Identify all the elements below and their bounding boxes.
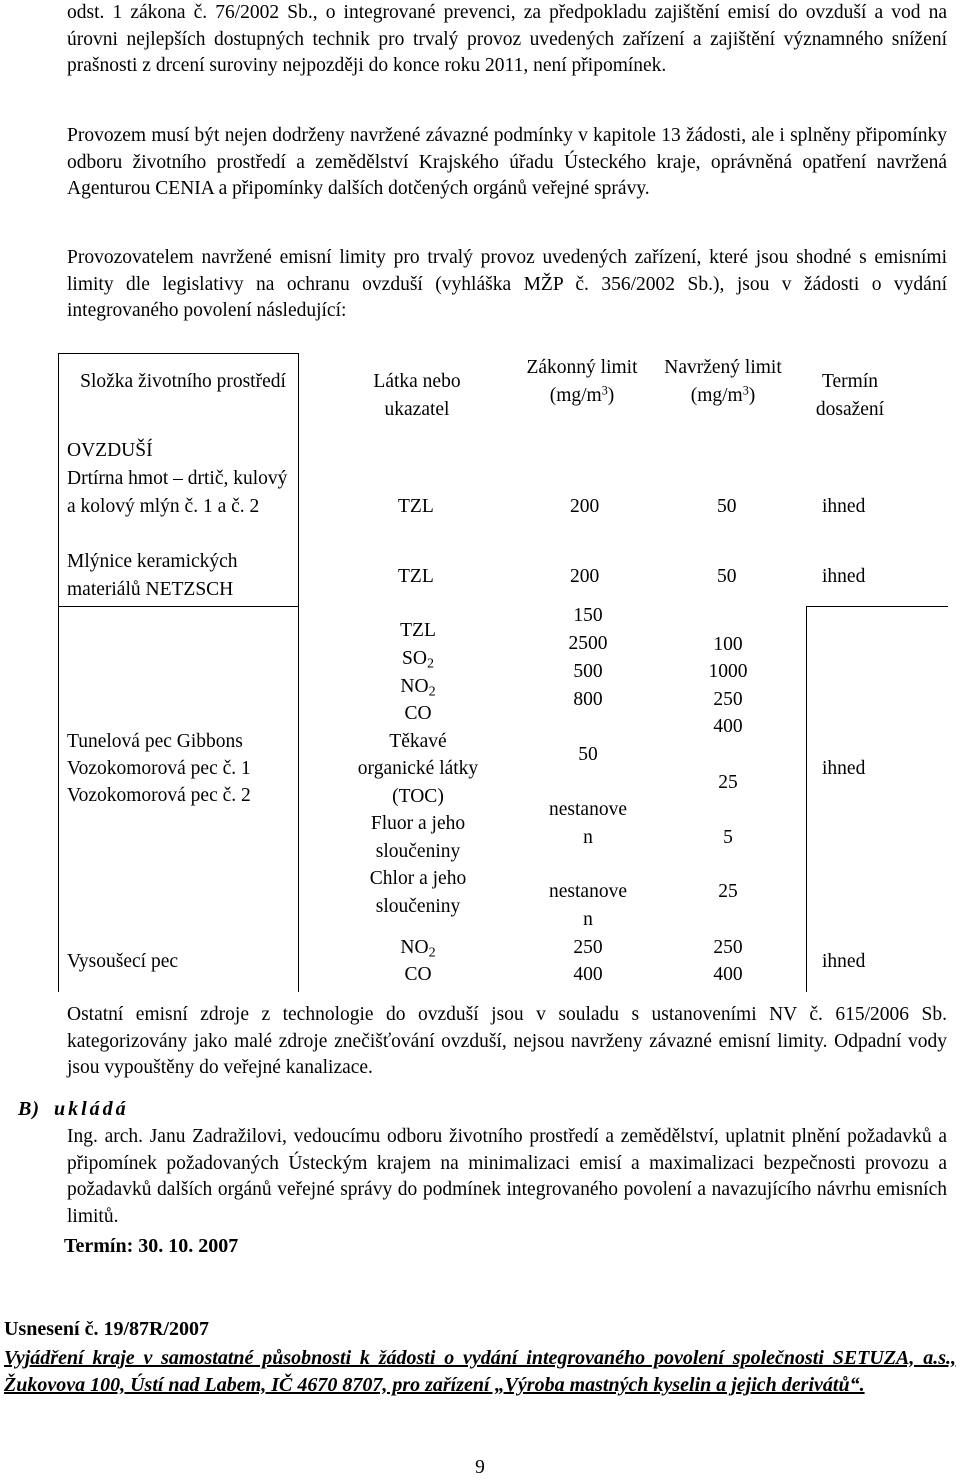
- header-deadline: Termín dosažení: [815, 371, 885, 420]
- row4-substance-co: CO: [404, 964, 432, 985]
- resolution-description: Vyjádření kraje v samostatné působnosti k žádosti o vydání integrovaného povolení společnosti SETUZA, a.s., Žukovova 100, Ústí nad Labem, IČ 4670 8707, pro zařízení „Výroba mastných kyselin a jejich derivátů“.: [4, 1347, 956, 1396]
- row3-legal-chlor-1: nestanove: [549, 881, 627, 902]
- row3-source-3: Vozokomorová pec č. 2: [67, 785, 251, 806]
- no2-sub: 2: [428, 683, 436, 700]
- intro-paragraph: odst. 1 zákona č. 76/2002 Sb., o integrované prevenci, za předpokladu zajištění emisí do ovzduší a vod na úrovni nejlepších dostupných technik pro trvalý provoz uvedených zařízení a zajištění významného snížení prašnosti z drcení suroviny nejpozději do konce roku 2011, není připomínek.: [67, 2, 947, 76]
- unit-exponent: 3: [742, 382, 749, 397]
- row1-substance: TZL: [398, 496, 434, 517]
- table-row-divider: [58, 606, 298, 607]
- row3-proposed-toc: 25: [718, 772, 738, 793]
- row3-proposed-so2: 1000: [708, 661, 748, 682]
- row3-substance-tzl: TZL: [400, 620, 436, 641]
- so2-base: SO: [402, 648, 427, 669]
- header-proposed-limit-unit: (mg/m: [690, 384, 743, 406]
- row3-legal-chlor-2: n: [583, 909, 593, 930]
- unit-exponent: 3: [601, 382, 608, 397]
- section-b-heading: [18, 1098, 129, 1121]
- row4-proposed-no2: 250: [713, 937, 743, 958]
- header-proposed-limit-label: Navržený limit: [664, 357, 782, 378]
- row1-legal: 200: [570, 496, 600, 517]
- row3-legal-co: 800: [573, 689, 603, 710]
- so2-sub: 2: [426, 655, 434, 672]
- deadline-text: Termín: 30. 10. 2007: [64, 1235, 239, 1257]
- row3-substance-chlor-2: sloučeniny: [375, 896, 461, 917]
- row4-legal-co: 400: [573, 964, 603, 985]
- row3-proposed-fluor: 5: [723, 827, 733, 848]
- row3-source-2: Vozokomorová pec č. 1: [67, 758, 251, 779]
- unit-close: ): [607, 384, 615, 406]
- row3-legal-fluor-2: n: [583, 827, 593, 848]
- row4-proposed-co: 400: [713, 964, 743, 985]
- table-row-divider-right: [806, 606, 948, 607]
- header-legal-limit-label: Zákonný limit: [526, 357, 638, 378]
- row3-legal-no2: 500: [573, 661, 603, 682]
- row2-deadline: ihned: [822, 566, 866, 587]
- header-substance: Látka nebo ukazatel: [373, 371, 461, 420]
- no2-base: NO: [400, 937, 429, 958]
- row3-legal-fluor-1: nestanove: [549, 799, 627, 820]
- other-sources-paragraph: Ostatní emisní zdroje z technologie do ovzduší jsou v souladu s ustanoveními NV č. 615/2006 Sb. kategorizovány jako malé zdroje znečišťování ovzduší, nejsou navrženy závazné emisní limity. Odpadní vody jsou vypouštěny do veřejné kanalizace.: [67, 1004, 947, 1078]
- resolution-number: Usnesení č. 19/87R/2007: [4, 1318, 209, 1340]
- page-number: 9: [475, 1457, 485, 1478]
- row1-source: Drtírna hmot – drtič, kulový a kolový mlýn č. 1 a č. 2: [67, 468, 288, 517]
- row3-deadline: ihned: [822, 758, 866, 779]
- row3-proposed-no2: 250: [713, 689, 743, 710]
- section-b-verb: ukládá: [54, 1098, 129, 1120]
- row3-legal-tzl: 150: [573, 605, 603, 626]
- limits-intro-paragraph: Provozovatelem navržené emisní limity pro trvalý provoz uvedených zařízení, které jsou shodné s emisními limity dle legislativy na ochranu ovzduší (vyhláška MŽP č. 356/2002 Sb.), jsou v žádosti o vydání integrovaného povolení následující:: [67, 247, 947, 321]
- row3-source-1: Tunelová pec Gibbons: [67, 731, 243, 752]
- unit-close: ): [748, 384, 756, 406]
- row3-substance-so2: [338, 645, 498, 673]
- row2-substance: TZL: [398, 566, 434, 587]
- row1-deadline: ihned: [822, 496, 866, 517]
- row3-substance-co: CO: [404, 703, 432, 724]
- task-paragraph: Ing. arch. Janu Zadražilovi, vedoucímu odboru životního prostředí a zemědělství, uplatnit plnění požadavků a připomínek požadovaných Ústeckým krajem na minimalizaci emisí a maximalizaci bezpečnosti provozu a požadavků dalších orgánů veřejné správy do podmínek integrovaného povolení a navazujícího návrhu emisních limitů.: [67, 1126, 947, 1227]
- table-border-top: [58, 353, 298, 354]
- table-col-divider-right: [806, 606, 807, 992]
- row3-substance-chlor-1: Chlor a jeho: [369, 868, 467, 889]
- row3-substance-toc-2: organické látky: [357, 758, 479, 779]
- row3-substance-no2: [338, 673, 498, 701]
- conditions-paragraph: Provozem musí být nejen dodrženy navržené závazné podmínky v kapitole 13 žádosti, ale i splněny připomínky odboru životního prostředí a zemědělství Krajského úřadu Ústeckého kraje, oprávněná opatření navržená Agenturou CENIA a připomínky dalších dotčených orgánů veřejné správy.: [67, 125, 947, 199]
- row3-substance-fluor-1: Fluor a jeho: [370, 813, 466, 834]
- header-component: Složka životního prostředí: [80, 371, 286, 392]
- header-legal-limit-unit: (mg/m: [549, 384, 602, 406]
- row4-source: Vysoušecí pec: [67, 951, 179, 972]
- table-border-left: [58, 353, 59, 992]
- row3-legal-so2: 2500: [568, 633, 608, 654]
- row3-substance-toc-3: (TOC): [392, 786, 444, 807]
- header-legal-limit: [512, 354, 652, 409]
- row2-legal: 200: [570, 566, 600, 587]
- header-proposed-limit: [658, 354, 788, 409]
- row4-legal-no2: 250: [573, 937, 603, 958]
- row3-proposed-tzl: 100: [713, 634, 743, 655]
- row4-deadline: ihned: [822, 951, 866, 972]
- row4-substance-no2: [338, 934, 498, 962]
- row2-proposed: 50: [717, 566, 737, 587]
- no2-base: NO: [400, 676, 429, 697]
- no2-sub: 2: [428, 944, 436, 961]
- row1-proposed: 50: [717, 496, 737, 517]
- table-col-divider: [298, 353, 299, 992]
- row2-source: Mlýnice keramických materiálů NETZSCH: [67, 551, 238, 600]
- row3-proposed-co: 400: [713, 716, 743, 737]
- row3-substance-toc-1: Těkavé: [389, 731, 447, 752]
- row3-proposed-chlor: 25: [718, 881, 738, 902]
- section-b-label: B): [18, 1098, 40, 1120]
- row3-substance-fluor-2: sloučeniny: [375, 841, 461, 862]
- row3-legal-toc: 50: [578, 744, 598, 765]
- section-label-air: OVZDUŠÍ: [67, 440, 153, 461]
